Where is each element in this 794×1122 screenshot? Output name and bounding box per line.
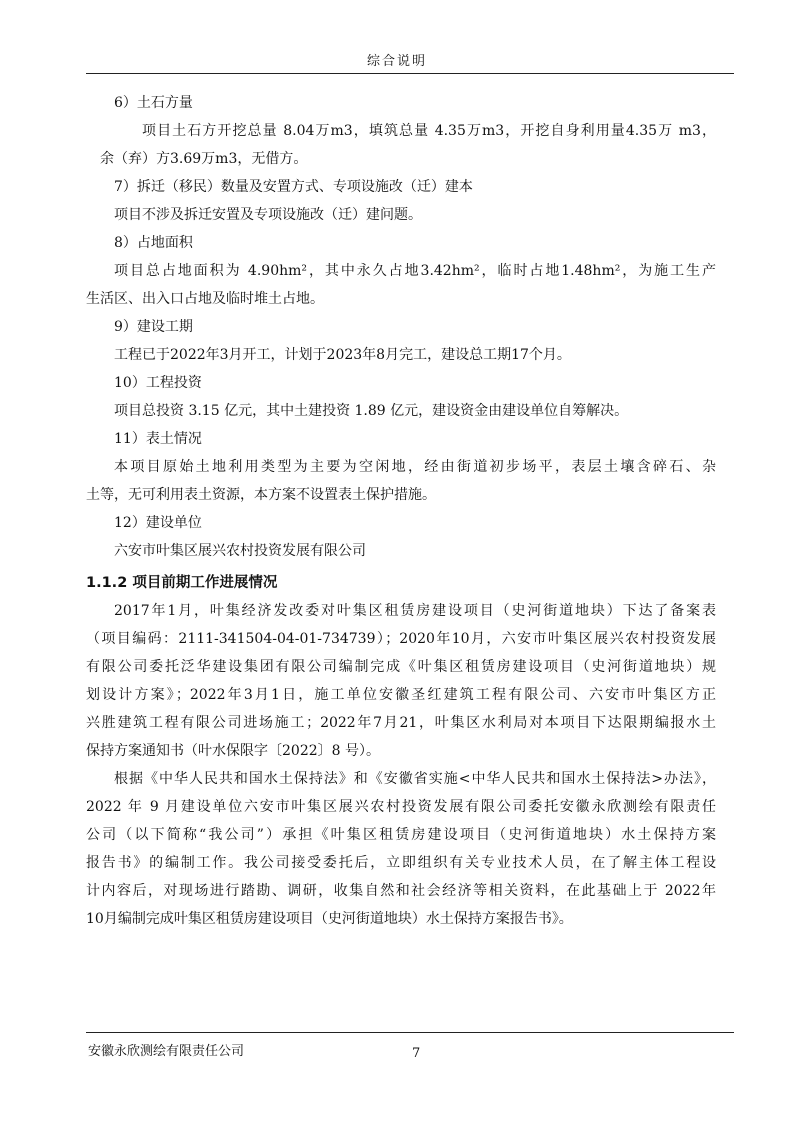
footer-company: 安徽永欣测绘有限责任公司: [88, 1044, 245, 1059]
paragraph-line: 公司（以下简称“我公司”）承担《叶集区租赁房建设项目（史河街道地块）水土保持方案: [86, 827, 716, 843]
paragraph-line: 工程已于2022年3月开工，计划于2023年8月完工，建设总工期17个月。: [114, 347, 571, 363]
section-title: 10）工程投资: [114, 375, 202, 391]
paragraph-line: （项目编码：2111-341504-04-01-734739）；2020年10月，六安市叶集区展兴农村投资发展: [86, 631, 716, 647]
paragraph-line: 有限公司委托泛华建设集团有限公司编制完成《叶集区租赁房建设项目（史河街道地块）规: [86, 659, 716, 675]
section-title: 6）土石方量: [114, 95, 193, 111]
section-title: 8）占地面积: [114, 235, 193, 251]
paragraph-line: 划设计方案》；2022年3月1日，施工单位安徽圣红建筑工程有限公司、六安市叶集区方正: [86, 687, 716, 703]
paragraph-line: 10月编制完成叶集区租赁房建设项目（史河街道地块）水土保持方案报告书》。: [86, 911, 573, 927]
paragraph-line: 土等，无可利用表土资源，本方案不设置表土保护措施。: [86, 487, 436, 503]
paragraph-line: 本项目原始土地利用类型为主要为空闲地，经由街道初步场平，表层土壤含碎石、杂: [114, 459, 716, 475]
footer-divider: [86, 1032, 734, 1033]
paragraph-line: 余（弃）方3.69万m3，无借方。: [100, 151, 308, 167]
header-divider: [86, 73, 734, 74]
paragraph-line: 计内容后，对现场进行踏勘、调研，收集自然和社会经济等相关资料，在此基础上于 2022年: [86, 883, 716, 899]
page-number: 7: [412, 1046, 421, 1061]
paragraph-line: 六安市叶集区展兴农村投资发展有限公司: [114, 543, 366, 559]
paragraph-line: 项目总占地面积为 4.90hm²，其中永久占地3.42hm²，临时占地1.48hm²，为施工生产: [114, 263, 716, 279]
section-title: 9）建设工期: [114, 319, 193, 335]
paragraph-line: 项目不涉及拆迁安置及专项设施改（迁）建问题。: [114, 207, 422, 223]
paragraph-line: 项目总投资 3.15 亿元，其中土建投资 1.89 亿元，建设资金由建设单位自筹解决。: [114, 403, 629, 419]
header-title: 综合说明: [366, 54, 427, 69]
paragraph-line: 2022 年 9 月建设单位六安市叶集区展兴农村投资发展有限公司委托安徽永欣测绘有限责任: [86, 799, 716, 815]
paragraph-line: 兴胜建筑工程有限公司进场施工；2022年7月21，叶集区水利局对本项目下达限期编报水土: [86, 715, 716, 731]
section-title: 7）拆迁（移民）数量及安置方式、专项设施改（迁）建本: [114, 179, 473, 195]
paragraph-line: 保持方案通知书（叶水保限字〔2022〕8 号）。: [86, 743, 380, 759]
section-title: 11）表土情况: [114, 431, 202, 447]
paragraph-line: 2017年1月，叶集经济发改委对叶集区租赁房建设项目（史河街道地块）下达了备案表: [114, 603, 716, 619]
paragraph-line: 项目土石方开挖总量 8.04万m3，填筑总量 4.35万m3，开挖自身利用量4.35万 m3，: [142, 123, 716, 139]
paragraph-line: 报告书》的编制工作。我公司接受委托后，立即组织有关专业技术人员，在了解主体工程设: [86, 855, 716, 871]
section-heading: 1.1.2 项目前期工作进展情况: [86, 575, 278, 591]
document-body: [86, 89, 716, 933]
paragraph-line: 生活区、出入口占地及临时堆土占地。: [86, 291, 324, 307]
paragraph-line: 根据《中华人民共和国水土保持法》和《安徽省实施<中华人民共和国水土保持法>办法》，: [114, 771, 716, 787]
section-title: 12）建设单位: [114, 515, 202, 531]
